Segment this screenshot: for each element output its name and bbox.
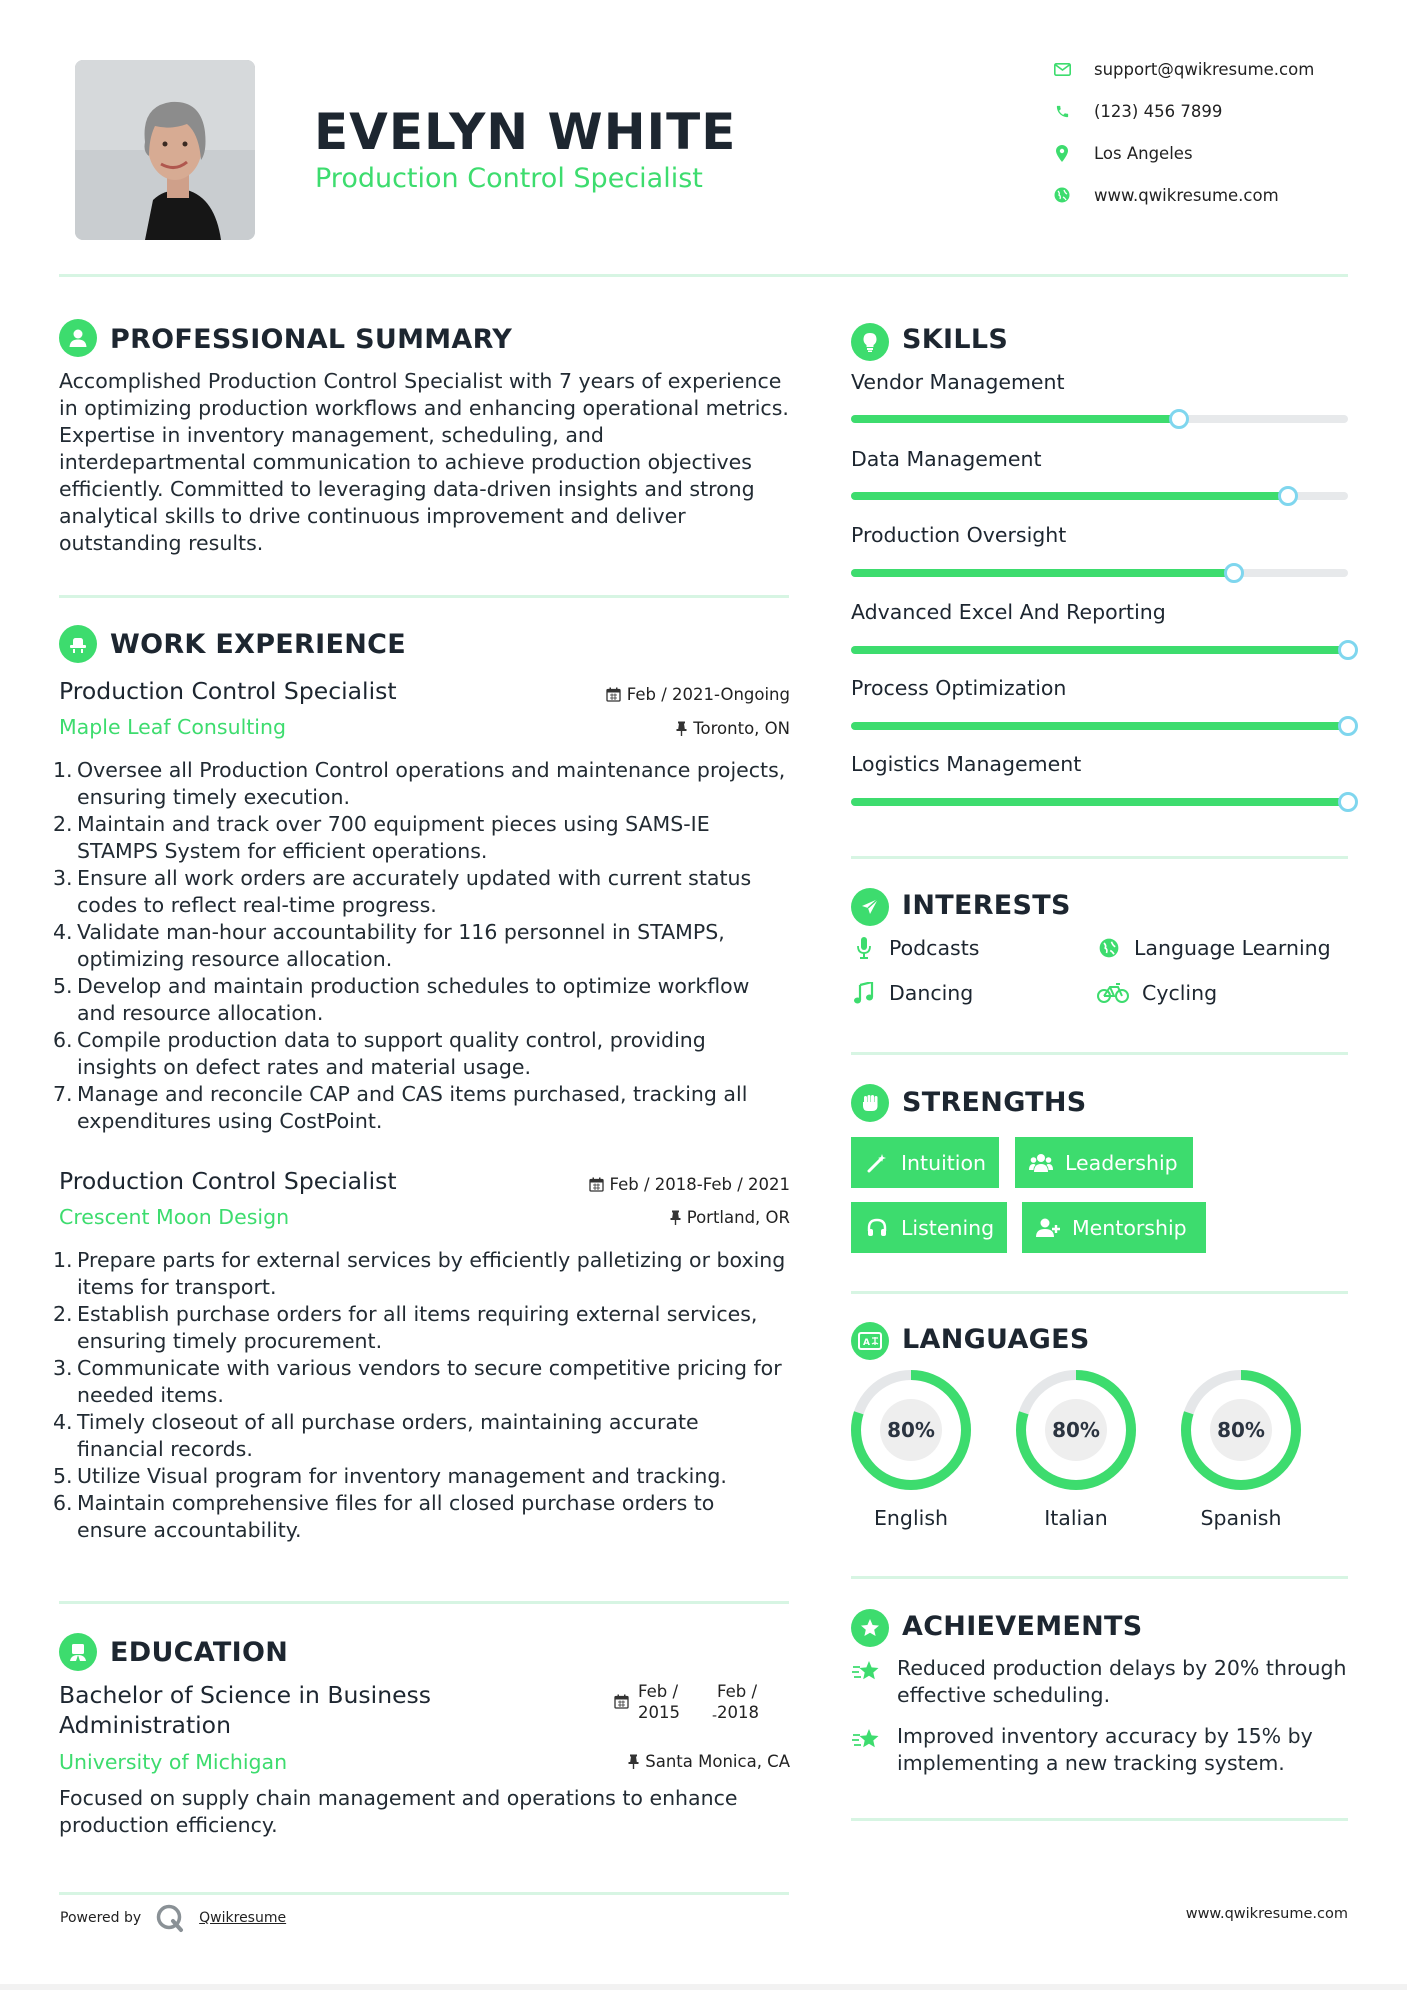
music-note-icon	[851, 980, 877, 1006]
graduation-icon	[59, 1633, 97, 1671]
edu-end-year: 2018	[717, 1703, 759, 1722]
strength-label: Intuition	[901, 1150, 987, 1175]
education-divider	[59, 1892, 789, 1895]
calendar-icon	[606, 687, 621, 702]
skill-bar	[851, 722, 1348, 730]
pin-icon	[670, 1210, 681, 1225]
skill-label: Advanced Excel And Reporting	[851, 600, 1166, 624]
star-badge-icon	[851, 1609, 889, 1647]
achievement-text: Reduced production delays by 20% through effective scheduling.	[897, 1656, 1347, 1707]
qwikresume-link[interactable]: Qwikresume	[199, 1910, 287, 1926]
phone-text[interactable]: (123) 456 7899	[1094, 101, 1223, 121]
strength-label: Listening	[901, 1215, 995, 1240]
paper-plane-icon	[851, 888, 889, 926]
phone-icon	[1052, 101, 1072, 121]
summary-text: Accomplished Production Control Specialist with 7 years of experience in optimizing production workflows and enhancing operational metrics. Expertise in inventory management, scheduling, and interdepartmental communication to achieve production objectives efficiently. Committed to leveraging data-driven insights and strong analytical skills to drive continuous improvement and deliver outstanding results.	[59, 369, 789, 555]
list-item: Maintain and track over 700 equipment pieces using SAMS-IE STAMPS System for efficient operations.	[77, 812, 710, 863]
bicycle-icon	[1096, 980, 1130, 1006]
edu-end-month: Feb /	[717, 1682, 758, 1701]
languages-title: LANGUAGES	[902, 1324, 1090, 1355]
languages-divider	[851, 1576, 1348, 1579]
interest-label: Language Learning	[1134, 936, 1331, 960]
job-location-text: Portland, OR	[686, 1208, 790, 1227]
headphones-icon	[865, 1216, 889, 1240]
skill-label: Process Optimization	[851, 676, 1067, 700]
interest-item	[1096, 980, 1217, 1006]
email-text[interactable]: support@qwikresume.com	[1094, 59, 1315, 79]
page-bottom-edge	[0, 1984, 1407, 1990]
language-percent: 80%	[1210, 1399, 1272, 1461]
language-icon	[851, 1322, 889, 1360]
language-label: Italian	[1044, 1506, 1108, 1530]
header-divider	[59, 274, 1348, 277]
pin-icon	[676, 721, 687, 736]
achievement-text: Improved inventory accuracy by 15% by implementing a new tracking system.	[897, 1724, 1313, 1775]
job-dates-text: Feb / 2021-Ongoing	[626, 685, 790, 704]
edu-start-year: 2015	[638, 1703, 680, 1722]
job-company: Crescent Moon Design	[59, 1205, 290, 1229]
magic-wand-icon	[865, 1151, 889, 1175]
users-icon	[1029, 1151, 1053, 1175]
interest-label: Cycling	[1142, 981, 1218, 1005]
job-bullets	[59, 757, 789, 1135]
achievement-item	[851, 1655, 1348, 1709]
website-text[interactable]: www.qwikresume.com	[1094, 185, 1279, 205]
strength-tag	[1015, 1137, 1193, 1188]
school-name: University of Michigan	[59, 1750, 288, 1774]
achievements-title: ACHIEVEMENTS	[902, 1611, 1143, 1642]
job-location	[670, 1208, 790, 1227]
strength-label: Mentorship	[1072, 1215, 1187, 1240]
list-item: Prepare parts for external services by efficiently palletizing or boxing items for transport.	[77, 1248, 786, 1299]
footer-website[interactable]: www.qwikresume.com	[1185, 1906, 1348, 1922]
skill-label: Vendor Management	[851, 370, 1065, 394]
briefcase-icon	[59, 625, 97, 663]
strength-tag	[851, 1202, 1007, 1253]
globe-icon	[1052, 185, 1072, 205]
job-location-text: Toronto, ON	[693, 719, 790, 738]
star-icon	[851, 1723, 883, 1755]
skill-bar-knob	[1169, 409, 1189, 429]
skill-bar-fill	[851, 492, 1288, 500]
contact-phone[interactable]	[1052, 99, 1222, 123]
candidate-role: Production Control Specialist	[315, 163, 703, 194]
list-item: Maintain comprehensive files for all closed purchase orders to ensure accountability.	[77, 1491, 715, 1542]
skills-title: SKILLS	[902, 324, 1009, 355]
list-item: Ensure all work orders are accurately updated with current status codes to reflect real-time progress.	[77, 866, 752, 917]
skill-bar-fill	[851, 646, 1348, 654]
job-bullets	[59, 1247, 789, 1544]
skill-bar-knob	[1278, 486, 1298, 506]
edu-start-month: Feb /	[638, 1682, 679, 1701]
calendar-icon	[614, 1694, 629, 1709]
achievement-item	[851, 1723, 1348, 1777]
profile-photo	[75, 60, 255, 240]
interest-label: Podcasts	[889, 936, 980, 960]
skill-label: Data Management	[851, 447, 1042, 471]
skill-bar	[851, 492, 1348, 500]
star-icon	[851, 1655, 883, 1687]
language-percent: 80%	[880, 1399, 942, 1461]
skill-bar-fill	[851, 722, 1348, 730]
map-pin-icon	[1052, 143, 1072, 163]
powered-by-text: Powered by	[60, 1910, 142, 1926]
lightbulb-icon	[851, 323, 889, 361]
interest-label: Dancing	[889, 981, 974, 1005]
skill-bar-knob	[1338, 716, 1358, 736]
list-item: Validate man-hour accountability for 116 personnel in STAMPS, optimizing resource allocation.	[77, 920, 725, 971]
skill-bar-fill	[851, 415, 1179, 423]
job-title: Production Control Specialist	[59, 1167, 397, 1195]
microphone-icon	[851, 935, 877, 961]
edu-location-text: Santa Monica, CA	[645, 1752, 790, 1771]
language-percent: 80%	[1045, 1399, 1107, 1461]
svg-text:A: A	[863, 1338, 870, 1348]
experience-divider	[59, 1601, 789, 1604]
strength-tag	[851, 1137, 999, 1188]
interest-item	[851, 935, 979, 961]
job-dates	[589, 1175, 790, 1194]
job-company: Maple Leaf Consulting	[59, 715, 287, 739]
skills-divider	[851, 856, 1348, 859]
pin-icon	[628, 1754, 639, 1769]
interest-item	[1096, 935, 1331, 961]
job-location	[676, 719, 790, 738]
user-icon	[59, 319, 97, 357]
skill-bar	[851, 646, 1348, 654]
list-item: Timely closeout of all purchase orders, maintaining accurate financial records.	[77, 1410, 699, 1461]
language-label: English	[873, 1506, 949, 1530]
user-plus-icon	[1036, 1216, 1060, 1240]
list-item: Utilize Visual program for inventory management and tracking.	[77, 1464, 727, 1488]
skill-bar-knob	[1338, 640, 1358, 660]
interest-item	[851, 980, 973, 1006]
interests-divider	[851, 1052, 1348, 1055]
location-text: Los Angeles	[1094, 143, 1193, 163]
skill-bar	[851, 415, 1348, 423]
portrait-image	[75, 60, 255, 240]
language-ring	[849, 1368, 973, 1492]
job-title: Production Control Specialist	[59, 677, 397, 705]
contact-email[interactable]	[1052, 57, 1314, 81]
summary-divider	[59, 595, 789, 598]
job-dates	[606, 685, 790, 704]
strength-tag	[1022, 1202, 1206, 1253]
globe-icon	[1096, 935, 1122, 961]
degree-line-2: Administration	[59, 1711, 231, 1739]
edu-date-dash: -	[712, 1708, 718, 1724]
skill-bar-knob	[1224, 563, 1244, 583]
skill-bar-knob	[1338, 792, 1358, 812]
language-ring	[1014, 1368, 1138, 1492]
experience-title: WORK EXPERIENCE	[110, 629, 406, 660]
edu-description: Focused on supply chain management and operations to enhance production efficiency.	[59, 1786, 738, 1837]
list-item: Compile production data to support quality control, providing insights on defect rates and material usage.	[77, 1028, 706, 1079]
fist-icon	[851, 1084, 889, 1122]
job-dates-text: Feb / 2018-Feb / 2021	[609, 1175, 790, 1194]
list-item: Develop and maintain production schedules to optimize workflow and resource allocation.	[77, 974, 750, 1025]
footer-powered-by	[60, 1903, 286, 1933]
skill-label: Production Oversight	[851, 523, 1067, 547]
skill-bar-fill	[851, 798, 1348, 806]
interests-title: INTERESTS	[902, 890, 1071, 921]
list-item: Oversee all Production Control operations and maintenance projects, ensuring timely execution.	[77, 758, 786, 809]
language-ring	[1179, 1368, 1303, 1492]
skill-bar	[851, 569, 1348, 577]
list-item: Manage and reconcile CAP and CAS items purchased, tracking all expenditures using CostPoint.	[77, 1082, 748, 1133]
skill-bar-fill	[851, 569, 1234, 577]
calendar-icon	[589, 1177, 604, 1192]
strengths-divider	[851, 1291, 1348, 1294]
degree-line-1: Bachelor of Science in Business	[59, 1681, 432, 1709]
strengths-title: STRENGTHS	[902, 1087, 1087, 1118]
skill-bar	[851, 798, 1348, 806]
contact-location	[1052, 141, 1193, 165]
education-title: EDUCATION	[110, 1637, 289, 1668]
candidate-name: EVELYN WHITE	[314, 103, 737, 161]
edu-location	[628, 1752, 790, 1771]
achievements-divider	[851, 1818, 1348, 1821]
summary-title: PROFESSIONAL SUMMARY	[110, 324, 513, 355]
skill-label: Logistics Management	[851, 752, 1082, 776]
language-label: Spanish	[1200, 1506, 1282, 1530]
strength-label: Leadership	[1065, 1150, 1178, 1175]
list-item: Communicate with various vendors to secure competitive pricing for needed items.	[77, 1356, 782, 1407]
contact-website[interactable]	[1052, 183, 1279, 207]
envelope-icon	[1052, 59, 1072, 79]
list-item: Establish purchase orders for all items requiring external services, ensuring timely procurement.	[77, 1302, 758, 1353]
qwikresume-logo-icon	[155, 1903, 185, 1933]
